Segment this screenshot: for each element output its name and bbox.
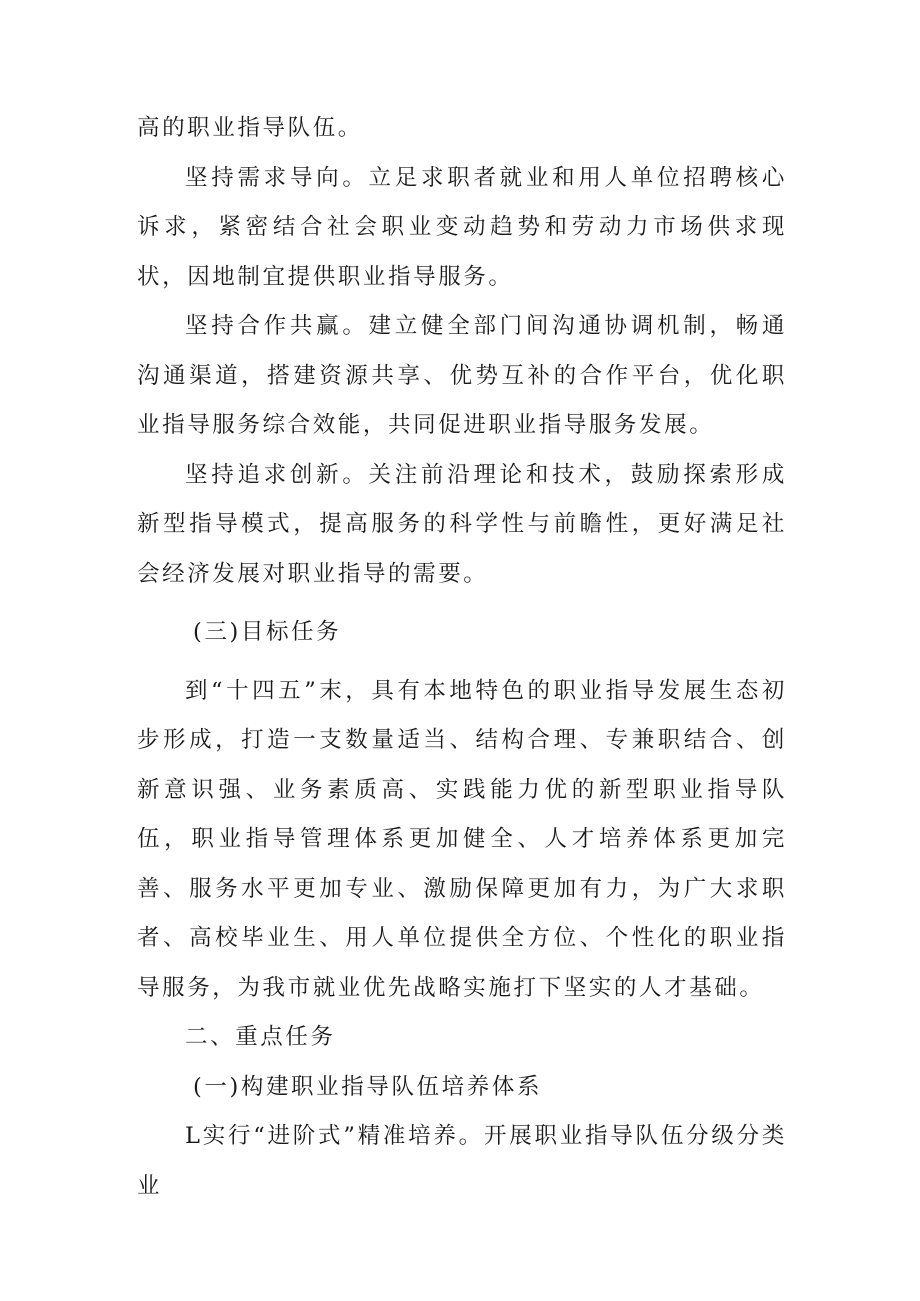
paragraph-continuation: 高的职业指导队伍。 bbox=[137, 115, 363, 141]
document-page bbox=[137, 104, 787, 1211]
paragraph-goals: 到“十四五”末，具有本地特色的职业指导发展生态初步形成，打造一支数量适当、结构合理、专兼职结合、创新意识强、业务素质高、实践能力优的新型职业指导队伍，职业指导管理体系更加健全、人才培养体系更加完善、服务水平更加专业、激励保障更加有力，为广大求职者、高校毕业生、用人单位提供全方位、个性化的职业指导服务，为我市就业优先战略实施打下坚实的人才基础。 bbox=[137, 677, 787, 1001]
paragraph-tiered-training: L实行“进阶式”精准培养。开展职业指导队伍分级分类业 bbox=[137, 1123, 787, 1199]
paragraph-cooperation: 坚持合作共赢。建立健全部门间沟通协调机制，畅通沟通渠道，搭建资源共享、优势互补的合作平台，优化职业指导服务综合效能，共同促进职业指导服务发展。 bbox=[137, 313, 787, 438]
subsection-heading-training-system: (一)构建职业指导队伍培养体系 bbox=[193, 1073, 543, 1100]
paragraph-demand-oriented: 坚持需求导向。立足求职者就业和用人单位招聘核心诉求，紧密结合社会职业变动趋势和劳动力市场供求现状，因地制宜提供职业指导服务。 bbox=[137, 164, 787, 290]
section-heading-key-tasks: 二、重点任务 bbox=[185, 1024, 336, 1050]
section-heading-goals: (三)目标任务 bbox=[193, 619, 342, 645]
paragraph-innovation: 坚持追求创新。关注前沿理论和技术，鼓励探索形成新型指导模式，提高服务的科学性与前瞻性，更好满足社会经济发展对职业指导的需要。 bbox=[137, 461, 787, 587]
